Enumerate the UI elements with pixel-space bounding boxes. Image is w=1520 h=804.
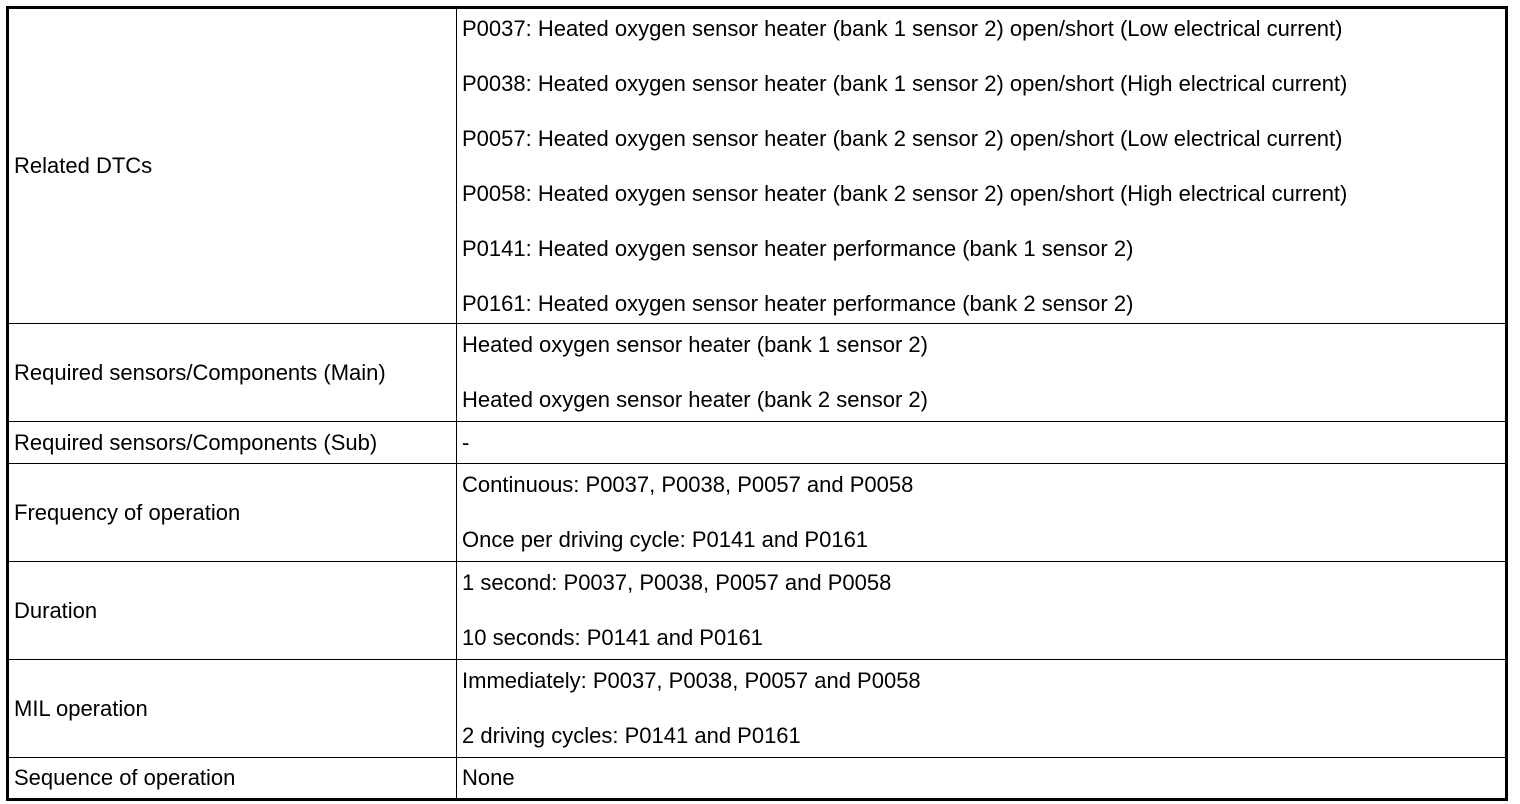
table-row-required-main xyxy=(8,324,1507,422)
mil-immediately: Immediately: P0037, P0038, P0057 and P0058 xyxy=(462,668,921,693)
row-label: Frequency of operation xyxy=(8,464,457,562)
row-value-cell xyxy=(457,660,1507,758)
table-row-required-sub xyxy=(8,422,1507,464)
frequency-continuous: Continuous: P0037, P0038, P0057 and P0058 xyxy=(462,472,914,497)
sub-components-value: - xyxy=(462,429,470,455)
row-label: Required sensors/Components (Main) xyxy=(8,324,457,422)
table-row-duration xyxy=(8,562,1507,660)
row-value-cell xyxy=(457,464,1507,562)
row-label: MIL operation xyxy=(8,660,457,758)
component-bank2: Heated oxygen sensor heater (bank 2 sensor 2) xyxy=(462,387,928,412)
row-label: Duration xyxy=(8,562,457,660)
table-row-sequence xyxy=(8,758,1507,800)
table-row-related-dtcs xyxy=(8,8,1507,324)
duration-1-second: 1 second: P0037, P0038, P0057 and P0058 xyxy=(462,570,892,595)
dtc-p0141: P0141: Heated oxygen sensor heater performance (bank 1 sensor 2) xyxy=(462,235,1134,261)
mil-2-driving-cycles: 2 driving cycles: P0141 and P0161 xyxy=(462,723,801,748)
row-value-cell xyxy=(457,562,1507,660)
dtc-p0058: P0058: Heated oxygen sensor heater (bank 2 sensor 2) open/short (High electrical current) xyxy=(462,180,1348,206)
row-value-cell xyxy=(457,324,1507,422)
row-value-cell xyxy=(457,8,1507,324)
row-label: Sequence of operation xyxy=(8,758,457,800)
frequency-once: Once per driving cycle: P0141 and P0161 xyxy=(462,527,869,552)
sequence-value: None xyxy=(462,765,515,790)
row-label: Required sensors/Components (Sub) xyxy=(8,422,457,464)
dtc-p0038: P0038: Heated oxygen sensor heater (bank 1 sensor 2) open/short (High electrical current) xyxy=(462,70,1348,96)
component-bank1: Heated oxygen sensor heater (bank 1 sensor 2) xyxy=(462,332,928,357)
duration-10-seconds: 10 seconds: P0141 and P0161 xyxy=(462,625,763,650)
dtc-p0057: P0057: Heated oxygen sensor heater (bank 2 sensor 2) open/short (Low electrical current) xyxy=(462,125,1343,151)
dtc-p0037: P0037: Heated oxygen sensor heater (bank 1 sensor 2) open/short (Low electrical current) xyxy=(462,15,1343,41)
table-row-frequency xyxy=(8,464,1507,562)
dtc-p0161: P0161: Heated oxygen sensor heater performance (bank 2 sensor 2) xyxy=(462,290,1134,316)
monitor-description-table xyxy=(6,6,1508,801)
table-row-mil-operation xyxy=(8,660,1507,758)
row-label: Related DTCs xyxy=(8,8,457,324)
row-value-cell xyxy=(457,758,1507,800)
row-value-cell xyxy=(457,422,1507,464)
